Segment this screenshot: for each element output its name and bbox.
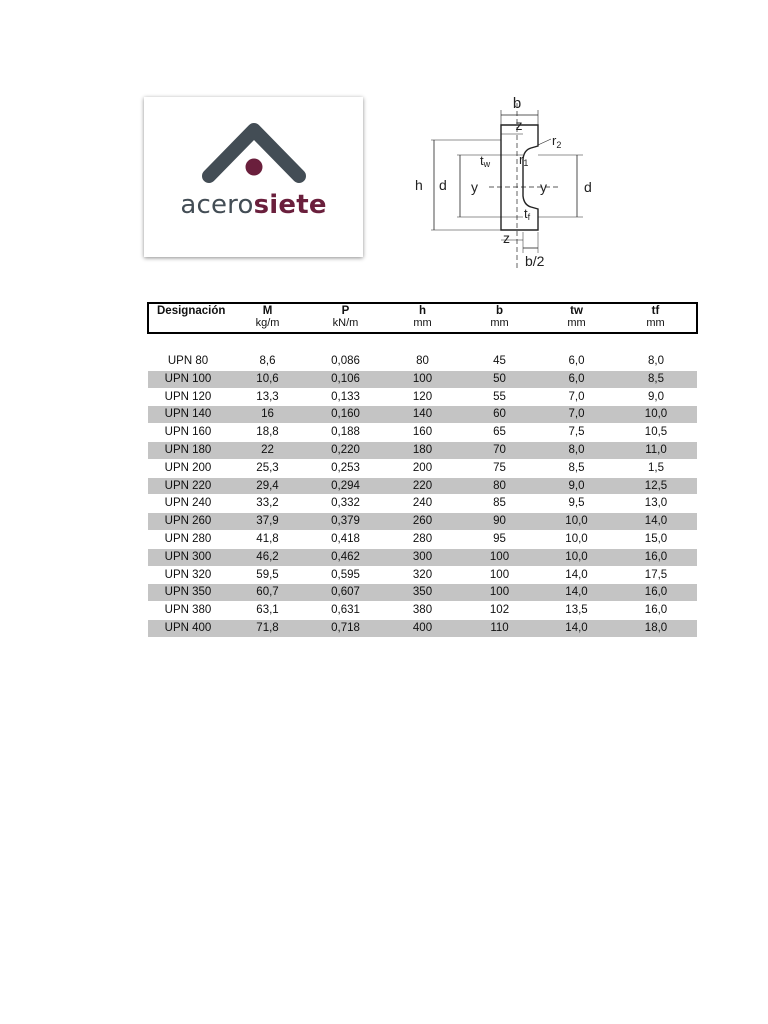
cell-p: 0,220 xyxy=(307,441,384,459)
label-tw: t xyxy=(480,153,484,168)
label-tf: t xyxy=(524,206,528,221)
cell-b: 90 xyxy=(461,513,538,531)
cell-m: 46,2 xyxy=(228,548,307,566)
unit-h: mm xyxy=(413,317,432,329)
cell-tw: 14,0 xyxy=(565,568,588,581)
cell-b: 45 xyxy=(493,355,506,367)
cell-p: 0,418 xyxy=(331,532,360,545)
cell-h: 200 xyxy=(412,461,433,474)
cell-p: 0,086 xyxy=(331,355,360,367)
cell-designacion: UPN 240 xyxy=(164,497,212,510)
cell-h: 280 xyxy=(412,532,433,545)
table-row xyxy=(148,619,697,637)
logo-wordmark xyxy=(144,190,363,220)
cell-tw: 10,0 xyxy=(538,513,615,531)
label-y-left: y xyxy=(471,179,478,195)
company-logo xyxy=(144,97,363,257)
unit-tw: mm xyxy=(567,317,586,329)
cell-p: 0,294 xyxy=(307,477,384,495)
cell-p: 0,718 xyxy=(307,619,384,637)
cell-m: 22 xyxy=(228,441,307,459)
cell-h: 300 xyxy=(384,548,461,566)
cell-h: 380 xyxy=(412,604,433,617)
label-r2: r xyxy=(552,133,557,148)
cell-designacion: UPN 320 xyxy=(164,568,212,581)
col-header-b: b xyxy=(495,305,504,317)
cell-tw: 6,0 xyxy=(568,355,585,367)
cell-m: 8,6 xyxy=(259,355,276,367)
logo-word-siete: siete xyxy=(253,190,327,220)
units-row xyxy=(148,317,697,333)
cell-b: 100 xyxy=(461,584,538,602)
label-b-half: b/2 xyxy=(525,253,545,269)
cell-b: 102 xyxy=(489,604,510,617)
cell-m: 16 xyxy=(228,406,307,424)
cell-tw: 9,5 xyxy=(568,497,585,510)
upn-spec-table xyxy=(147,302,698,638)
label-d-left: d xyxy=(439,177,447,193)
cell-p: 0,379 xyxy=(307,513,384,531)
cell-tf: 16,0 xyxy=(615,548,697,566)
table-row xyxy=(148,477,697,495)
cell-tf: 10,0 xyxy=(615,406,697,424)
cell-tw: 14,0 xyxy=(538,619,615,637)
cell-m: 29,4 xyxy=(228,477,307,495)
table-row xyxy=(148,353,697,370)
cell-h: 80 xyxy=(416,355,429,367)
cell-h: 140 xyxy=(384,406,461,424)
cell-tw: 7,0 xyxy=(538,406,615,424)
label-tf-sub: f xyxy=(527,212,531,222)
cell-tf: 18,0 xyxy=(615,619,697,637)
cell-b: 110 xyxy=(461,619,538,637)
label-h: h xyxy=(415,177,423,193)
cell-designacion: UPN 220 xyxy=(148,477,228,495)
cell-m: 41,8 xyxy=(256,532,279,545)
table-header xyxy=(148,303,697,333)
cell-p: 0,253 xyxy=(331,461,360,474)
cell-tf: 15,0 xyxy=(644,532,668,545)
label-r2-sub: 2 xyxy=(556,140,562,150)
label-d-right: d xyxy=(584,179,592,195)
unit-p: kN/m xyxy=(332,317,359,329)
unit-m: kg/m xyxy=(255,317,280,329)
cell-designacion: UPN 160 xyxy=(164,426,212,439)
cell-m: 25,3 xyxy=(256,461,279,474)
cell-h: 240 xyxy=(412,497,433,510)
cell-tw: 9,0 xyxy=(538,477,615,495)
table-row xyxy=(148,602,697,620)
cell-h: 120 xyxy=(412,390,433,403)
label-tw-sub: w xyxy=(483,159,491,169)
cell-tf: 16,0 xyxy=(644,604,668,617)
cell-tw: 13,5 xyxy=(565,604,588,617)
cell-m: 59,5 xyxy=(256,568,279,581)
cell-tw: 10,0 xyxy=(565,532,588,545)
cell-p: 0,631 xyxy=(331,604,360,617)
label-z-top: z xyxy=(515,117,523,133)
cell-b: 65 xyxy=(493,426,506,439)
cell-m: 63,1 xyxy=(256,604,279,617)
cell-tf: 1,5 xyxy=(648,461,664,474)
col-header-designacion: Designación xyxy=(157,305,226,317)
table-row xyxy=(148,530,697,548)
col-header-p: P xyxy=(341,305,350,317)
cell-b: 95 xyxy=(493,532,506,545)
upn-profile-diagram xyxy=(405,93,605,275)
header-row xyxy=(148,303,697,317)
unit-tf: mm xyxy=(646,317,665,329)
svg-text:r2 xyxy=(552,133,561,150)
cell-b: 100 xyxy=(461,548,538,566)
cell-tf: 8,5 xyxy=(615,370,697,388)
cell-designacion: UPN 400 xyxy=(148,619,228,637)
cell-h: 160 xyxy=(412,426,433,439)
channel-section-outline xyxy=(501,125,538,230)
col-header-tw: tw xyxy=(570,305,583,317)
cell-designacion: UPN 140 xyxy=(148,406,228,424)
cell-h: 400 xyxy=(384,619,461,637)
cell-b: 50 xyxy=(461,370,538,388)
cell-b: 70 xyxy=(461,441,538,459)
cell-b: 80 xyxy=(461,477,538,495)
cell-tf: 13,0 xyxy=(644,497,668,510)
table-row xyxy=(148,370,697,388)
label-z-bottom: z xyxy=(503,230,510,246)
svg-text:tw xyxy=(480,153,491,169)
cell-tw: 8,0 xyxy=(538,441,615,459)
cell-p: 0,332 xyxy=(331,497,360,510)
cell-tf: 10,5 xyxy=(644,426,668,439)
cell-h: 180 xyxy=(384,441,461,459)
cell-tf: 9,0 xyxy=(648,390,664,403)
cell-b: 85 xyxy=(493,497,506,510)
cell-h: 220 xyxy=(384,477,461,495)
cell-tf: 12,5 xyxy=(615,477,697,495)
col-header-h: h xyxy=(418,305,427,317)
cell-designacion: UPN 260 xyxy=(148,513,228,531)
cell-tw: 10,0 xyxy=(538,548,615,566)
cell-m: 37,9 xyxy=(228,513,307,531)
table-row xyxy=(148,548,697,566)
cell-tf: 14,0 xyxy=(615,513,697,531)
table-row xyxy=(148,441,697,459)
cell-designacion: UPN 120 xyxy=(164,390,212,403)
table-row xyxy=(148,513,697,531)
cell-b: 75 xyxy=(493,461,506,474)
label-r1: r xyxy=(519,152,524,167)
cell-m: 33,2 xyxy=(256,497,279,510)
cell-designacion: UPN 350 xyxy=(148,584,228,602)
cell-designacion: UPN 80 xyxy=(167,355,209,367)
table-row xyxy=(148,566,697,584)
cell-tw: 7,0 xyxy=(568,390,585,403)
cell-p: 0,160 xyxy=(307,406,384,424)
cell-designacion: UPN 300 xyxy=(148,548,228,566)
table-row xyxy=(148,459,697,477)
cell-designacion: UPN 200 xyxy=(164,461,212,474)
cell-b: 55 xyxy=(493,390,506,403)
cell-b: 100 xyxy=(489,568,510,581)
cell-tw: 14,0 xyxy=(538,584,615,602)
cell-designacion: UPN 280 xyxy=(164,532,212,545)
logo-chevron-icon xyxy=(144,97,363,197)
cell-tf: 8,0 xyxy=(648,355,664,367)
spacer-row xyxy=(148,333,697,353)
label-r1-sub: 1 xyxy=(523,158,529,168)
table-row xyxy=(148,495,697,513)
cell-designacion: UPN 380 xyxy=(164,604,212,617)
col-header-m: M xyxy=(262,305,273,317)
cell-m: 71,8 xyxy=(228,619,307,637)
cell-m: 13,3 xyxy=(256,390,279,403)
cell-b: 60 xyxy=(461,406,538,424)
cell-tw: 6,0 xyxy=(538,370,615,388)
table-row xyxy=(148,584,697,602)
cell-tw: 7,5 xyxy=(568,426,585,439)
col-header-tf: tf xyxy=(651,305,660,317)
cell-p: 0,462 xyxy=(307,548,384,566)
cell-h: 350 xyxy=(384,584,461,602)
table-row xyxy=(148,406,697,424)
cell-p: 0,133 xyxy=(331,390,360,403)
cell-p: 0,106 xyxy=(307,370,384,388)
cell-h: 260 xyxy=(384,513,461,531)
cell-h: 320 xyxy=(412,568,433,581)
table-row xyxy=(148,388,697,406)
cell-p: 0,188 xyxy=(331,426,360,439)
table-row xyxy=(148,424,697,442)
label-b: b xyxy=(512,95,522,112)
label-y-right: y xyxy=(540,179,547,195)
table-body xyxy=(148,353,697,637)
cell-tf: 11,0 xyxy=(615,441,697,459)
unit-b: mm xyxy=(490,317,509,329)
unit-designacion xyxy=(148,317,228,333)
cell-tw: 8,5 xyxy=(568,461,585,474)
cell-designacion: UPN 180 xyxy=(148,441,228,459)
cell-m: 60,7 xyxy=(228,584,307,602)
cell-m: 18,8 xyxy=(256,426,279,439)
logo-word-acero: acero xyxy=(180,190,254,220)
cell-tf: 16,0 xyxy=(615,584,697,602)
cell-m: 10,6 xyxy=(228,370,307,388)
cell-p: 0,595 xyxy=(331,568,360,581)
cell-p: 0,607 xyxy=(307,584,384,602)
cell-h: 100 xyxy=(384,370,461,388)
cell-tf: 17,5 xyxy=(644,568,668,581)
cell-designacion: UPN 100 xyxy=(148,370,228,388)
